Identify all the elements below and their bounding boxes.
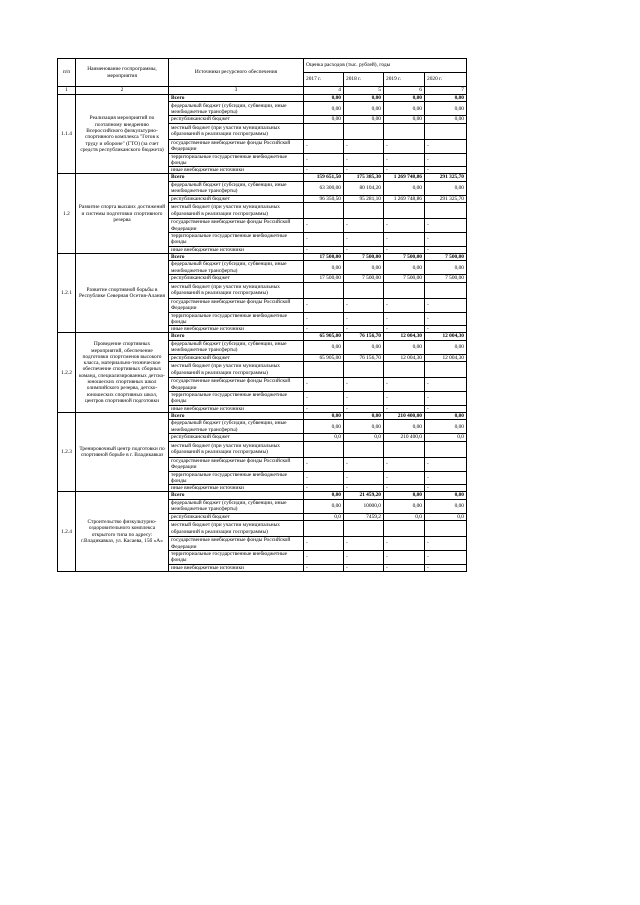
value-cell: - — [384, 551, 425, 565]
value-cell: - — [344, 405, 384, 412]
value-cell: 7 500,00 — [384, 253, 425, 260]
value-cell: - — [425, 457, 467, 471]
value-cell: 0,00 — [304, 340, 344, 354]
value-cell: - — [344, 167, 384, 174]
value-cell: 0,00 — [304, 412, 344, 419]
value-cell: - — [425, 233, 467, 247]
value-cell: 0,00 — [384, 95, 425, 102]
value-cell — [425, 282, 467, 298]
value-cell: 0,00 — [304, 261, 344, 275]
source-label: федеральный бюджет (субсидии, субвенции, иные межбюджетные трансферты) — [169, 499, 304, 513]
value-cell: - — [425, 405, 467, 412]
table-row — [58, 253, 467, 260]
value-cell — [384, 362, 425, 378]
source-label: государственные внебюджетные фонды Российской Федерации — [169, 378, 304, 392]
source-label: местный бюджет (при участии муниципальных образований в реализации госпрограммы) — [169, 123, 304, 139]
value-cell — [304, 362, 344, 378]
value-cell: - — [425, 564, 467, 571]
value-cell: 0,00 — [384, 261, 425, 275]
expenses-table — [57, 58, 467, 572]
value-cell: - — [384, 312, 425, 326]
value-cell: - — [425, 139, 467, 153]
value-cell: 175 385,30 — [344, 174, 384, 181]
source-label: республиканский бюджет — [169, 434, 304, 441]
header-year: 2018 г. — [344, 73, 384, 87]
value-cell: - — [304, 485, 344, 492]
source-label: территориальные государственные внебюджетные фонды — [169, 233, 304, 247]
source-label: государственные внебюджетные фонды Российской Федерации — [169, 139, 304, 153]
value-cell: - — [344, 326, 384, 333]
value-cell: - — [425, 153, 467, 167]
value-cell: - — [304, 564, 344, 571]
value-cell: 210 400,00 — [384, 412, 425, 419]
value-cell: 0,00 — [304, 499, 344, 513]
column-number: 6 — [384, 87, 425, 95]
value-cell — [304, 123, 344, 139]
value-cell: 0,00 — [384, 102, 425, 116]
value-cell: 12 004,30 — [425, 354, 467, 361]
table-row — [58, 492, 467, 499]
value-cell: 12 004,30 — [384, 354, 425, 361]
value-cell: - — [304, 551, 344, 565]
value-cell: 0,00 — [425, 420, 467, 434]
section-name: Строительство физкультурно-оздоровительного комплекса открытого типа по адресу: г.Владикавказ, ул. Касаева, 15б «А» — [76, 492, 169, 571]
value-cell: 0,0 — [344, 434, 384, 441]
table-row — [58, 174, 467, 181]
value-cell: - — [304, 298, 344, 312]
value-cell: - — [425, 219, 467, 233]
value-cell: - — [425, 537, 467, 551]
value-cell: 0,00 — [304, 492, 344, 499]
value-cell: 0,00 — [304, 420, 344, 434]
value-cell: 21 459,20 — [344, 492, 384, 499]
value-cell: - — [344, 153, 384, 167]
value-cell: - — [304, 153, 344, 167]
value-cell — [344, 123, 384, 139]
value-cell: - — [344, 471, 384, 485]
value-cell: 7 500,00 — [344, 253, 384, 260]
source-label: республиканский бюджет — [169, 354, 304, 361]
source-label: республиканский бюджет — [169, 513, 304, 520]
value-cell: 291 325,70 — [425, 195, 467, 202]
value-cell: 65 905,00 — [304, 333, 344, 340]
source-label: местный бюджет (при участии муниципальных образований в реализации госпрограммы) — [169, 362, 304, 378]
value-cell: - — [384, 471, 425, 485]
value-cell: 0,00 — [344, 261, 384, 275]
value-cell: - — [425, 485, 467, 492]
source-label: Всего — [169, 492, 304, 499]
value-cell: - — [425, 326, 467, 333]
value-cell: 7 500,00 — [344, 275, 384, 282]
value-cell: - — [304, 246, 344, 253]
value-cell: 95 281,10 — [344, 195, 384, 202]
value-cell: 17 500,00 — [304, 253, 344, 260]
value-cell: 0,00 — [425, 102, 467, 116]
source-label: Всего — [169, 333, 304, 340]
value-cell: 7 500,00 — [425, 275, 467, 282]
value-cell: - — [344, 485, 384, 492]
section-number: 1.2.4 — [58, 492, 76, 571]
value-cell: 0,00 — [344, 116, 384, 123]
value-cell: 12 004,30 — [425, 333, 467, 340]
value-cell: - — [304, 471, 344, 485]
source-label: государственные внебюджетные фонды Российской Федерации — [169, 537, 304, 551]
value-cell: - — [304, 392, 344, 406]
source-label: федеральный бюджет (субсидии, субвенции, иные межбюджетные трансферты) — [169, 181, 304, 195]
table-row — [58, 333, 467, 340]
source-label: республиканский бюджет — [169, 275, 304, 282]
value-cell — [425, 362, 467, 378]
section-name: Реализация мероприятий по поэтапному внедрению Всероссийского физкультурно-спортивного комплекса "Готов к труду и обороне" (ГТО) (за счет средств республиканского бюджета) — [76, 95, 169, 174]
source-label: территориальные государственные внебюджетные фонды — [169, 471, 304, 485]
section-number: 1.2.2 — [58, 333, 76, 412]
section-name: Тренировочный центр подготовки по спортивной борьбе в г. Владикавказ — [76, 412, 169, 491]
value-cell: - — [344, 312, 384, 326]
value-cell: 159 651,50 — [304, 174, 344, 181]
value-cell: - — [304, 167, 344, 174]
value-cell: 12 004,30 — [384, 333, 425, 340]
source-label: государственные внебюджетные фонды Российской Федерации — [169, 219, 304, 233]
value-cell — [384, 282, 425, 298]
value-cell: - — [384, 485, 425, 492]
value-cell: - — [344, 537, 384, 551]
value-cell: - — [384, 392, 425, 406]
value-cell: 0,00 — [425, 95, 467, 102]
value-cell: - — [384, 457, 425, 471]
value-cell: - — [384, 326, 425, 333]
column-number: 1 — [58, 87, 76, 95]
value-cell: - — [384, 246, 425, 253]
value-cell — [425, 203, 467, 219]
value-cell: - — [304, 378, 344, 392]
value-cell: - — [384, 298, 425, 312]
value-cell: - — [425, 246, 467, 253]
section-name: Развитие спортивной борьбы в Республике Северная Осетия-Алания — [76, 253, 169, 332]
value-cell: 76 156,70 — [344, 354, 384, 361]
value-cell: - — [425, 392, 467, 406]
source-label: иные внебюджетные источники — [169, 485, 304, 492]
value-cell: 0,00 — [425, 116, 467, 123]
section-number: 1.1.4 — [58, 95, 76, 174]
value-cell: - — [384, 378, 425, 392]
header-row — [58, 59, 467, 73]
value-cell: - — [344, 139, 384, 153]
section-name: Проведение спортивных мероприятий, обеспечение подготовки спортсменов высокого класса, материально-техническое обеспечение спортивных сборных команд, специализированных детско-юношеских спортивных школ олимпийского резерва, детско-юношеских спортивных школ, центров спортивной подготовки — [76, 333, 169, 412]
value-cell — [304, 521, 344, 537]
section-number: 1.2 — [58, 174, 76, 253]
value-cell: 0,00 — [304, 116, 344, 123]
source-label: федеральный бюджет (субсидии, субвенции, иные межбюджетные трансферты) — [169, 261, 304, 275]
value-cell: - — [304, 233, 344, 247]
value-cell: 7 500,00 — [384, 275, 425, 282]
value-cell: 0,00 — [425, 412, 467, 419]
source-label: территориальные государственные внебюджетные фонды — [169, 312, 304, 326]
value-cell: 1 269 748,86 — [384, 195, 425, 202]
value-cell: 7459,2 — [344, 513, 384, 520]
source-label: иные внебюджетные источники — [169, 326, 304, 333]
column-numbers-row — [58, 87, 467, 95]
source-label: иные внебюджетные источники — [169, 405, 304, 412]
value-cell: 65 905,00 — [304, 354, 344, 361]
source-label: иные внебюджетные источники — [169, 246, 304, 253]
value-cell: 210 400,0 — [384, 434, 425, 441]
source-label: местный бюджет (при участии муниципальных образований в реализации госпрограммы) — [169, 282, 304, 298]
value-cell: - — [384, 139, 425, 153]
value-cell: 0,00 — [384, 181, 425, 195]
value-cell: 80 104,20 — [344, 181, 384, 195]
value-cell: 0,00 — [344, 412, 384, 419]
section-number: 1.2.3 — [58, 412, 76, 491]
column-number: 3 — [169, 87, 304, 95]
value-cell: 0,00 — [384, 492, 425, 499]
value-cell: 0,00 — [344, 420, 384, 434]
value-cell: - — [425, 551, 467, 565]
value-cell: 76 156,70 — [344, 333, 384, 340]
value-cell: 10000,0 — [344, 499, 384, 513]
value-cell: 0,00 — [304, 95, 344, 102]
value-cell: - — [344, 392, 384, 406]
section-name: Развитие спорта высших достижений и системы подготовки спортивного резерва — [76, 174, 169, 253]
value-cell: 0,00 — [384, 420, 425, 434]
value-cell: - — [425, 471, 467, 485]
value-cell: 0,0 — [425, 513, 467, 520]
value-cell — [384, 441, 425, 457]
table-row — [58, 95, 467, 102]
source-label: иные внебюджетные источники — [169, 167, 304, 174]
value-cell — [425, 521, 467, 537]
value-cell — [344, 282, 384, 298]
value-cell: 0,00 — [344, 102, 384, 116]
value-cell: 291 325,70 — [425, 174, 467, 181]
value-cell: - — [384, 405, 425, 412]
value-cell: - — [384, 167, 425, 174]
section-number: 1.2.1 — [58, 253, 76, 332]
value-cell: - — [425, 167, 467, 174]
value-cell: 0,00 — [425, 340, 467, 354]
value-cell: - — [304, 139, 344, 153]
table-body — [58, 59, 467, 572]
value-cell: - — [304, 537, 344, 551]
value-cell — [344, 521, 384, 537]
source-label: федеральный бюджет (субсидии, субвенции, иные межбюджетные трансферты) — [169, 420, 304, 434]
source-label: территориальные государственные внебюджетные фонды — [169, 392, 304, 406]
source-label: республиканский бюджет — [169, 195, 304, 202]
value-cell: 0,0 — [425, 434, 467, 441]
source-label: республиканский бюджет — [169, 116, 304, 123]
value-cell — [425, 441, 467, 457]
value-cell: - — [344, 246, 384, 253]
source-label: местный бюджет (при участии муниципальных образований в реализации госпрограммы) — [169, 521, 304, 537]
value-cell: - — [384, 564, 425, 571]
column-number: 5 — [344, 87, 384, 95]
value-cell: - — [384, 153, 425, 167]
value-cell: 96 350,50 — [304, 195, 344, 202]
value-cell: 0,00 — [425, 181, 467, 195]
value-cell: 0,00 — [384, 116, 425, 123]
source-label: иные внебюджетные источники — [169, 564, 304, 571]
value-cell: 0,00 — [344, 95, 384, 102]
value-cell: - — [344, 551, 384, 565]
header-name: Наименование госпрограммы, мероприятия — [76, 59, 169, 87]
value-cell: - — [344, 233, 384, 247]
value-cell: - — [304, 312, 344, 326]
value-cell — [384, 521, 425, 537]
value-cell: 0,0 — [384, 513, 425, 520]
header-source: Источники ресурсного обеспечения — [169, 59, 304, 87]
value-cell: - — [304, 219, 344, 233]
table-row — [58, 412, 467, 419]
value-cell — [304, 441, 344, 457]
value-cell — [344, 203, 384, 219]
value-cell — [344, 362, 384, 378]
header-num: п/п — [58, 59, 76, 87]
source-label: Всего — [169, 412, 304, 419]
value-cell: - — [384, 233, 425, 247]
source-label: местный бюджет (при участии муниципальных образований в реализации госпрограммы) — [169, 441, 304, 457]
column-number: 7 — [425, 87, 467, 95]
value-cell: - — [344, 378, 384, 392]
value-cell: 7 500,00 — [425, 253, 467, 260]
value-cell: - — [384, 537, 425, 551]
column-number: 4 — [304, 87, 344, 95]
value-cell: 0,00 — [425, 261, 467, 275]
header-year: 2019 г. — [384, 73, 425, 87]
column-number: 2 — [76, 87, 169, 95]
value-cell: - — [425, 298, 467, 312]
value-cell: - — [304, 326, 344, 333]
value-cell: 0,00 — [425, 492, 467, 499]
value-cell: 0,00 — [344, 340, 384, 354]
source-label: федеральный бюджет (субсидии, субвенции, иные межбюджетные трансферты) — [169, 102, 304, 116]
header-year: 2017 г. — [304, 73, 344, 87]
value-cell: - — [344, 564, 384, 571]
value-cell: 0,00 — [304, 102, 344, 116]
value-cell: 0,0 — [304, 513, 344, 520]
value-cell: 17 500,00 — [304, 275, 344, 282]
source-label: государственные внебюджетные фонды Российской Федерации — [169, 298, 304, 312]
value-cell: - — [344, 457, 384, 471]
value-cell: 63 300,00 — [304, 181, 344, 195]
source-label: местный бюджет (при участии муниципальных образований в реализации госпрограммы) — [169, 203, 304, 219]
value-cell: 0,0 — [304, 434, 344, 441]
value-cell: 0,00 — [384, 499, 425, 513]
value-cell: - — [344, 298, 384, 312]
value-cell — [425, 123, 467, 139]
value-cell: 1 269 748,86 — [384, 174, 425, 181]
value-cell — [304, 203, 344, 219]
value-cell: - — [425, 312, 467, 326]
header-estimate: Оценка расходов (тыс. рублей), годы — [304, 59, 467, 73]
value-cell: - — [304, 457, 344, 471]
value-cell — [304, 282, 344, 298]
source-label: государственные внебюджетные фонды Российской Федерации — [169, 457, 304, 471]
value-cell — [384, 123, 425, 139]
value-cell — [384, 203, 425, 219]
source-label: Всего — [169, 95, 304, 102]
value-cell: - — [344, 219, 384, 233]
value-cell: - — [304, 405, 344, 412]
header-year: 2020 г. — [425, 73, 467, 87]
value-cell: 0,00 — [384, 340, 425, 354]
value-cell: - — [425, 378, 467, 392]
source-label: Всего — [169, 253, 304, 260]
value-cell — [344, 441, 384, 457]
value-cell: - — [384, 219, 425, 233]
source-label: Всего — [169, 174, 304, 181]
value-cell: 0,00 — [425, 499, 467, 513]
source-label: территориальные государственные внебюджетные фонды — [169, 551, 304, 565]
source-label: территориальные государственные внебюджетные фонды — [169, 153, 304, 167]
source-label: федеральный бюджет (субсидии, субвенции, иные межбюджетные трансферты) — [169, 340, 304, 354]
